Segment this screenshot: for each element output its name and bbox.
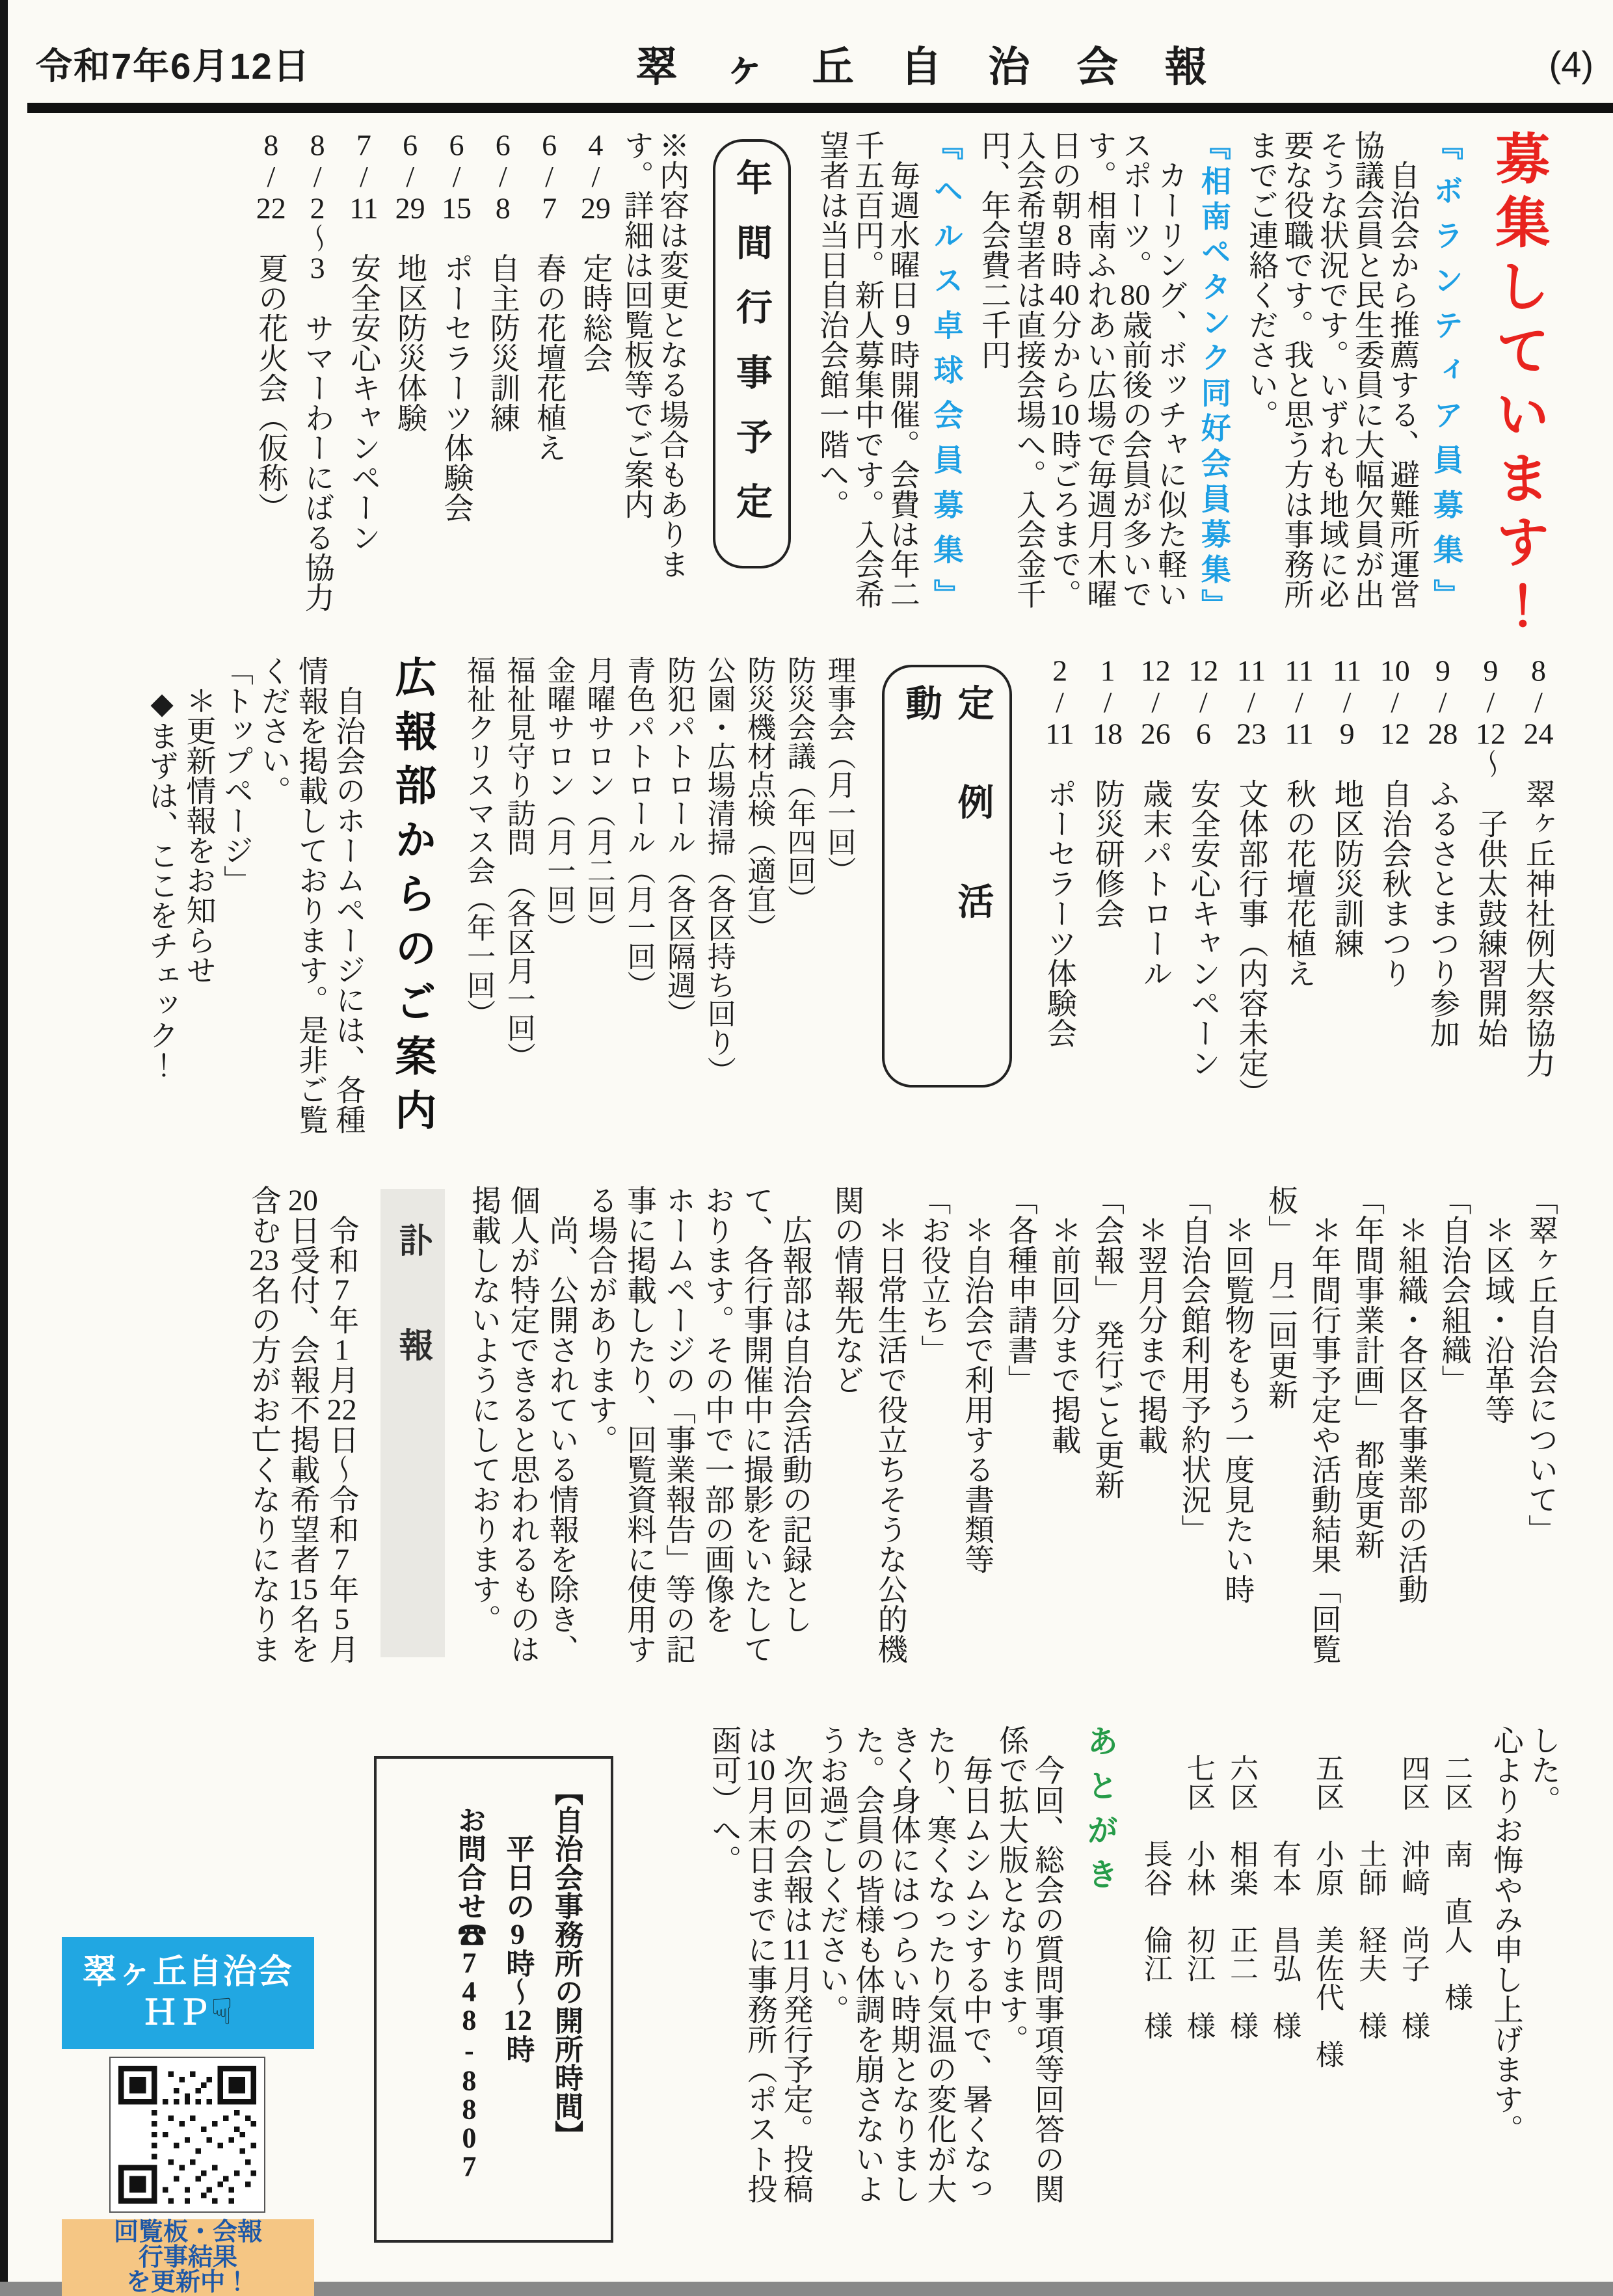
office-hours-time: 平日の9時〜12時 — [501, 1777, 534, 2063]
table-tennis-line: 毎週水曜日9時開催。会費は年二 — [886, 130, 920, 609]
volunteer-line: までご連絡ください。 — [1245, 130, 1279, 429]
schedule-item: 6/8 自主防災訓練 — [486, 130, 520, 433]
regular-activity-item: 公園・広場清掃（各区持ち回り） — [702, 656, 735, 1085]
afterword-line: 毎日ムシムシする中で、暑くなっ — [959, 1725, 993, 2204]
deceased-name: 有本 昌弘 様 — [1268, 1725, 1300, 2040]
banner-line: を更新中！ — [126, 2269, 250, 2296]
regular-activities-section — [459, 656, 1013, 1176]
office-hours-box — [374, 1756, 613, 2243]
deceased-name: 四区 沖﨑 尚子 様 — [1397, 1725, 1429, 2040]
table-tennis-recruit-section — [814, 130, 966, 645]
hp-promo-name: 翠ヶ丘自治会 — [82, 1953, 293, 1992]
hp-detail-line: 関の情報先など — [831, 1185, 864, 1395]
deceased-name: 二区 南 直人 様 — [1440, 1725, 1472, 2011]
banner-line: 回覧板・会報 — [113, 2218, 262, 2246]
policy-line: 掲載しないようにしております。 — [467, 1185, 501, 1634]
volunteer-line: 自治会から推薦する、避難所運営 — [1386, 130, 1420, 609]
hp-label: ＨＰ — [142, 1994, 211, 2032]
office-contact-phone: お問合せ☎748-8807 — [453, 1777, 485, 2181]
regular-activity-item: 理事会（月一回） — [823, 656, 855, 885]
regular-activity-item: 金曜サロン（月一回） — [542, 656, 575, 942]
table-tennis-line: 千五百円。新人募集中です。入会希 — [851, 130, 885, 609]
hp-detail-line: ＊回覧物をもう一度見たい時 — [1221, 1185, 1255, 1604]
annual-schedule-box-title: 年間行事予定 — [713, 139, 791, 568]
afterword-line: は10月末日までに事務所（ポスト投 — [743, 1725, 777, 2204]
afterword-title: あとがき — [1082, 1725, 1117, 1902]
hp-detail-line: 「年間事業計画」 都度更新 — [1351, 1185, 1385, 1559]
obituary-line: 令和7年1月22日〜令和7年5月 — [325, 1185, 359, 1664]
schedule-item: 6/15 ポーセラーツ体験会 — [440, 130, 473, 522]
obituary-section — [245, 1185, 445, 1705]
afterword-line: 今回、総会の質問事項等回答の関 — [1031, 1725, 1064, 2204]
hp-detail-line: ＊前回分まで掲載 — [1047, 1185, 1081, 1454]
band-regular-activities — [39, 656, 1573, 1176]
regular-activity-item: 福祉見守り訪問 （各区月一回） — [502, 656, 535, 1071]
pr-intro-line: 情報を掲載しております。是非ご覧 — [295, 656, 328, 1134]
hp-detail-line: 「翠ヶ丘自治会について」 — [1525, 1185, 1558, 1544]
pr-menu-line: 「トップページ」 — [220, 656, 254, 895]
regular-activity-item: 防災会議（年四回） — [782, 656, 815, 913]
hp-detail-line: 「自治会組織」 — [1437, 1185, 1471, 1395]
deceased-name: 長谷 倫江 様 — [1140, 1725, 1171, 2040]
hp-detail-line: ＊組織・各区各事業部の活動 — [1394, 1185, 1428, 1604]
table-tennis-recruit-title: 『ヘルス卓球会員募集』 — [929, 130, 964, 624]
volunteer-line: そうな状況です。いずれも地域に必 — [1315, 130, 1349, 609]
pr-heading: 広報部からのご案内 — [389, 656, 436, 1143]
schedule-item: 1/18 防災研修会 — [1091, 656, 1125, 928]
qr-code-icon — [118, 2066, 256, 2204]
hp-qr-code — [109, 2057, 265, 2213]
policy-line: る場合があります。 — [584, 1185, 618, 1454]
deceased-name: 六区 相楽 正二 様 — [1225, 1725, 1257, 2040]
obituary-line: 含む23名の方がお亡くなりになりま — [247, 1185, 281, 1664]
issue-date: 令和7年6月12日 — [36, 46, 311, 87]
afterword-section — [706, 1725, 1122, 2266]
pr-intro-line: ください。 — [257, 656, 291, 805]
annual-schedule-section — [248, 130, 791, 645]
policy-line: 広報部は自治会活動の記録とし — [779, 1185, 812, 1634]
hp-detail-line: ＊日常生活で役立ちそうな公的機 — [873, 1185, 907, 1664]
deceased-name: 七区 小林 初江 様 — [1182, 1725, 1214, 2040]
schedule-item: 7/11 安全安心キャンペーン — [347, 130, 380, 552]
schedule-item: 2/11 ポーセラーツ体験会 — [1043, 656, 1077, 1048]
recruit-heading: 募集しています！ — [1488, 130, 1549, 642]
band-obituary-afterword — [650, 1725, 1573, 2266]
policy-line: 事に掲載したり、回覧資料に使用す — [623, 1185, 657, 1664]
afterword-line: きく身体にはつらい時期となりまし — [887, 1725, 921, 2204]
petanque-recruit-section — [976, 130, 1233, 645]
afterword-line: 係で拡大版となります。 — [994, 1725, 1028, 2054]
schedule-item: 12/26 歳末パトロール — [1139, 656, 1173, 988]
band-hp-details — [39, 1185, 1573, 1705]
petanque-line: す。相南ふれあい広場で毎週月木曜 — [1083, 130, 1117, 609]
obituary-line: 心よりお悔やみ申し上げます。 — [1489, 1725, 1523, 2144]
petanque-line: スポーツ。80歳前後の会員が多いで — [1118, 130, 1152, 609]
schedule-item: 8/24 翠ヶ丘神社例大祭協力 — [1522, 656, 1555, 1078]
hp-detail-line: 板」 月二回更新 — [1264, 1185, 1298, 1409]
deceased-name: 土師 経夫 様 — [1354, 1725, 1386, 2040]
pr-menu-line: ◆まずは、ここをチェック！ — [145, 656, 179, 1080]
policy-line: ホームページの「事業報告」等の記 — [661, 1185, 695, 1664]
obituary-names — [1134, 1725, 1477, 2266]
afterword-line: た。会員の皆様も体調を崩さないよ — [851, 1725, 885, 2204]
page-header — [36, 31, 1593, 96]
annual-note: ※内容は変更となる場合もありま — [655, 130, 689, 579]
banner-line: 行事結果 — [138, 2243, 237, 2271]
photo-policy-section — [464, 1185, 814, 1705]
petanque-line: 円、年会費二千円 — [977, 130, 1011, 369]
table-tennis-line: 望者は当日自治会館一階へ。 — [816, 130, 849, 519]
afterword-line: たり、寒くなったり気温の変化が大 — [923, 1725, 957, 2204]
regular-activity-item: 防災機材点検（適宜） — [743, 656, 775, 942]
schedule-item: 4/29 定時総会 — [579, 130, 613, 373]
obituary-title: 訃 報 — [380, 1189, 445, 1657]
schedule-item: 9/28 ふるさとまつり参加 — [1426, 656, 1460, 1048]
schedule-item: 12/6 安全安心キャンペーン — [1186, 656, 1220, 1078]
regular-activity-item: 福祉クリスマス会（年一回） — [462, 656, 495, 1028]
policy-line: 尚、公開されている情報を除き、 — [545, 1185, 579, 1664]
hp-detail-line: ＊年間行事予定や活動結果「回覧 — [1307, 1185, 1341, 1664]
obituary-line: 20日受付、会報不掲載希望者15名を — [286, 1185, 320, 1664]
schedule-item: 6/29 地区防災体験 — [393, 130, 427, 433]
deceased-name: 五区 小原 美佐代 様 — [1311, 1725, 1343, 2068]
petanque-line: カーリング、ボッチャに似た軽い — [1154, 130, 1188, 609]
schedule-item: 10/12 自治会秋まつり — [1378, 656, 1412, 988]
petanque-recruit-title: 『相南ペタンク同好会員募集』 — [1197, 130, 1231, 624]
schedule-item: 8/22 夏の花火会（仮称） — [254, 130, 288, 522]
obituary-continued — [1487, 1725, 1562, 2266]
hp-detail-line: ＊自治会で利用する書類等 — [961, 1185, 994, 1574]
pointing-finger-icon: ☟ — [210, 1990, 233, 2032]
regular-activity-item: 月曜サロン（月二回） — [582, 656, 615, 942]
pr-department-section — [143, 656, 443, 1176]
policy-line: おります。その中で一部の画像を — [700, 1185, 734, 1634]
volunteer-recruit-section — [1244, 130, 1465, 645]
volunteer-line: 協議会員と民生委員に大幅欠員が出 — [1350, 130, 1384, 609]
schedule-item: 11/9 地区防災訓練 — [1330, 656, 1364, 958]
update-banner — [62, 2219, 314, 2296]
hp-detail-line: 「お役立ち」 — [917, 1185, 951, 1365]
hp-detail-line: ＊区域・沿革等 — [1481, 1185, 1515, 1424]
schedule-item: 6/7 春の花壇花植え — [533, 130, 567, 462]
annual-schedule-continued — [1035, 656, 1562, 1176]
volunteer-recruit-title: 『ボランティア員募集』 — [1430, 130, 1463, 624]
header-rule — [27, 103, 1613, 113]
regular-activities-box-title: 定例活動 — [882, 665, 1012, 1088]
hp-detail-line: 「自治会館利用予約状況」 — [1177, 1185, 1211, 1544]
schedule-item: 11/11 秋の花壇花植え — [1283, 656, 1316, 988]
policy-line: て、各行事開催中に撮影をいたして — [740, 1185, 773, 1664]
hp-detail-line: ＊翌月分まで掲載 — [1134, 1185, 1167, 1454]
hp-promo-hp — [143, 1992, 233, 2032]
schedule-item: 8/2〜3 サマーわーにばる協力 — [300, 130, 334, 612]
page-number: (4) — [1549, 43, 1593, 85]
scan-edge-artifact — [0, 0, 8, 2282]
hp-detail-line: 「会報」 発行ごと更新 — [1091, 1185, 1125, 1499]
annual-note: す。詳細は回覧板等でご案内 — [620, 130, 654, 519]
hp-promo-box — [62, 1937, 314, 2049]
schedule-item: 9/12〜 子供太鼓練習開始 — [1474, 656, 1508, 1048]
pr-intro-line: 自治会のホームページには、各種 — [332, 656, 366, 1134]
afterword-line: うお過ごしください。 — [815, 1725, 849, 2024]
obituary-line: した。 — [1527, 1725, 1560, 1815]
schedule-item: 11/23 文体部行事（内容未定） — [1234, 656, 1268, 1108]
petanque-line: 入会希望者は直接会場へ。入会金千 — [1013, 130, 1046, 609]
petanque-line: 日の朝8時40分から10時ごろまで。 — [1048, 130, 1082, 609]
afterword-line: 次回の会報は11月発行予定。投稿 — [779, 1725, 813, 2204]
band-recruiting — [39, 130, 1573, 645]
volunteer-line: 要な役職です。我と思う方は事務所 — [1280, 130, 1314, 609]
policy-line: 個人が特定できると思われるものは — [506, 1185, 540, 1664]
newsletter-title: 翠 ヶ 丘 自 治 会 報 — [635, 44, 1224, 90]
regular-activity-item: 青色パトロール（月一回） — [622, 656, 655, 999]
regular-activity-item: 防犯パトロール（各区隔週） — [663, 656, 695, 1028]
afterword-line: 函可）へ。 — [708, 1725, 741, 1875]
hp-details-section — [825, 1185, 1562, 1705]
pr-menu-line: ＊更新情報をお知らせ — [182, 656, 216, 985]
hp-detail-line: 「各種申請書」 — [1004, 1185, 1037, 1395]
office-hours-title: 【自治会事務所の開所時間】 — [550, 1777, 582, 2149]
